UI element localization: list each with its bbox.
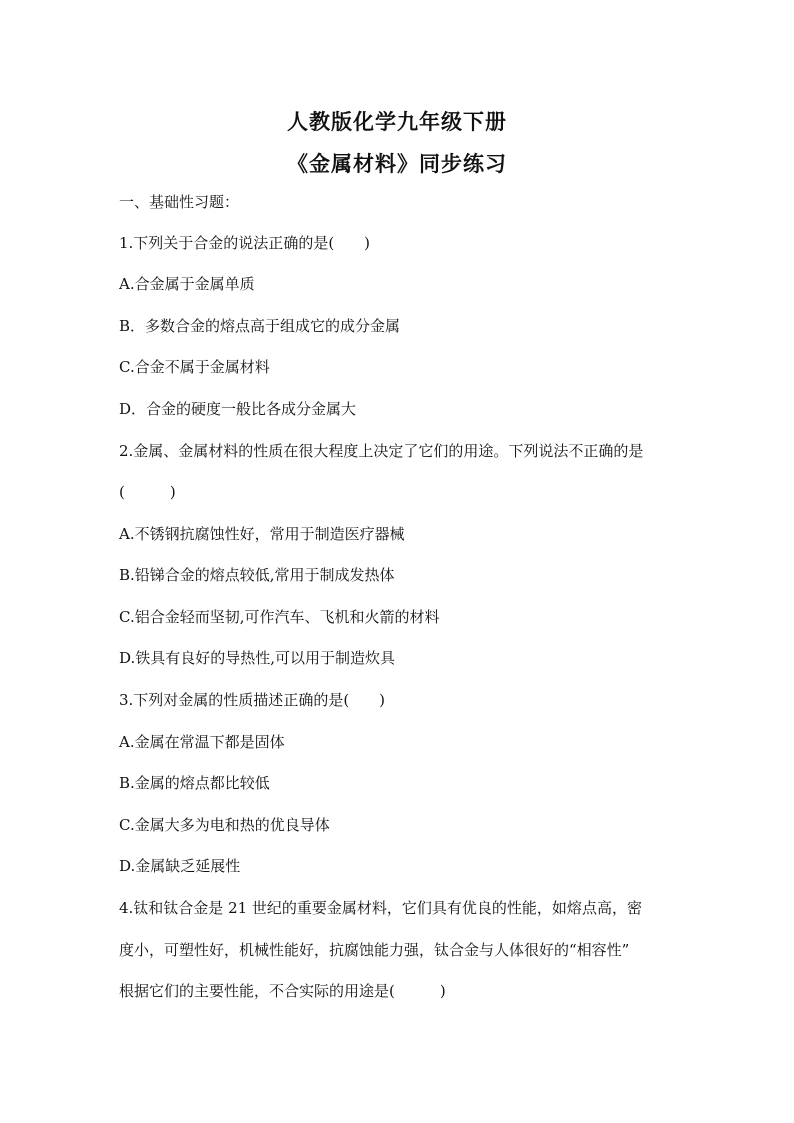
- option-1d: D．合金的硬度一般比各成分金属大: [119, 400, 357, 418]
- option-3b: B.金属的熔点都比较低: [119, 774, 270, 792]
- question-4-line-2: 度小，可塑性好，机械性能好，抗腐蚀能力强，钛合金与人体很好的“相容性”: [119, 941, 630, 959]
- option-2d: D.铁具有良好的导热性,可以用于制造炊具: [119, 649, 396, 667]
- section-heading: 一、基础性习题：: [119, 193, 240, 211]
- option-2a: A.不锈钢抗腐蚀性好，常用于制造医疗器械: [119, 525, 405, 543]
- option-2b: B.铅锑合金的熔点较低,常用于制成发热体: [119, 566, 395, 584]
- option-1a: A.合金属于金属单质: [119, 275, 255, 293]
- document-title: 人教版化学九年级下册: [287, 109, 507, 134]
- question-4-line-1: 4.钛和钛合金是 21 世纪的重要金属材料，它们具有优良的性能，如熔点高，密: [119, 899, 642, 917]
- option-1c: C.合金不属于金属材料: [119, 358, 270, 376]
- question-1: 1.下列关于合金的说法正确的是( ): [119, 234, 371, 252]
- question-2-blank: ( ): [119, 483, 176, 501]
- option-3a: A.金属在常温下都是固体: [119, 733, 285, 751]
- question-2: 2.金属、金属材料的性质在很大程度上决定了它们的用途。下列说法不正确的是: [119, 442, 644, 460]
- option-3c: C.金属大多为电和热的优良导体: [119, 816, 330, 834]
- question-4-line-3: 根据它们的主要性能，不合实际的用途是( ): [119, 982, 446, 1000]
- document-subtitle: 《金属材料》同步练习: [287, 151, 507, 176]
- option-1b: B．多数合金的熔点高于组成它的成分金属: [119, 317, 401, 335]
- question-3: 3.下列对金属的性质描述正确的是( ): [119, 691, 386, 709]
- option-3d: D.金属缺乏延展性: [119, 857, 241, 875]
- option-2c: C.铝合金轻而坚韧,可作汽车、飞机和火箭的材料: [119, 608, 440, 626]
